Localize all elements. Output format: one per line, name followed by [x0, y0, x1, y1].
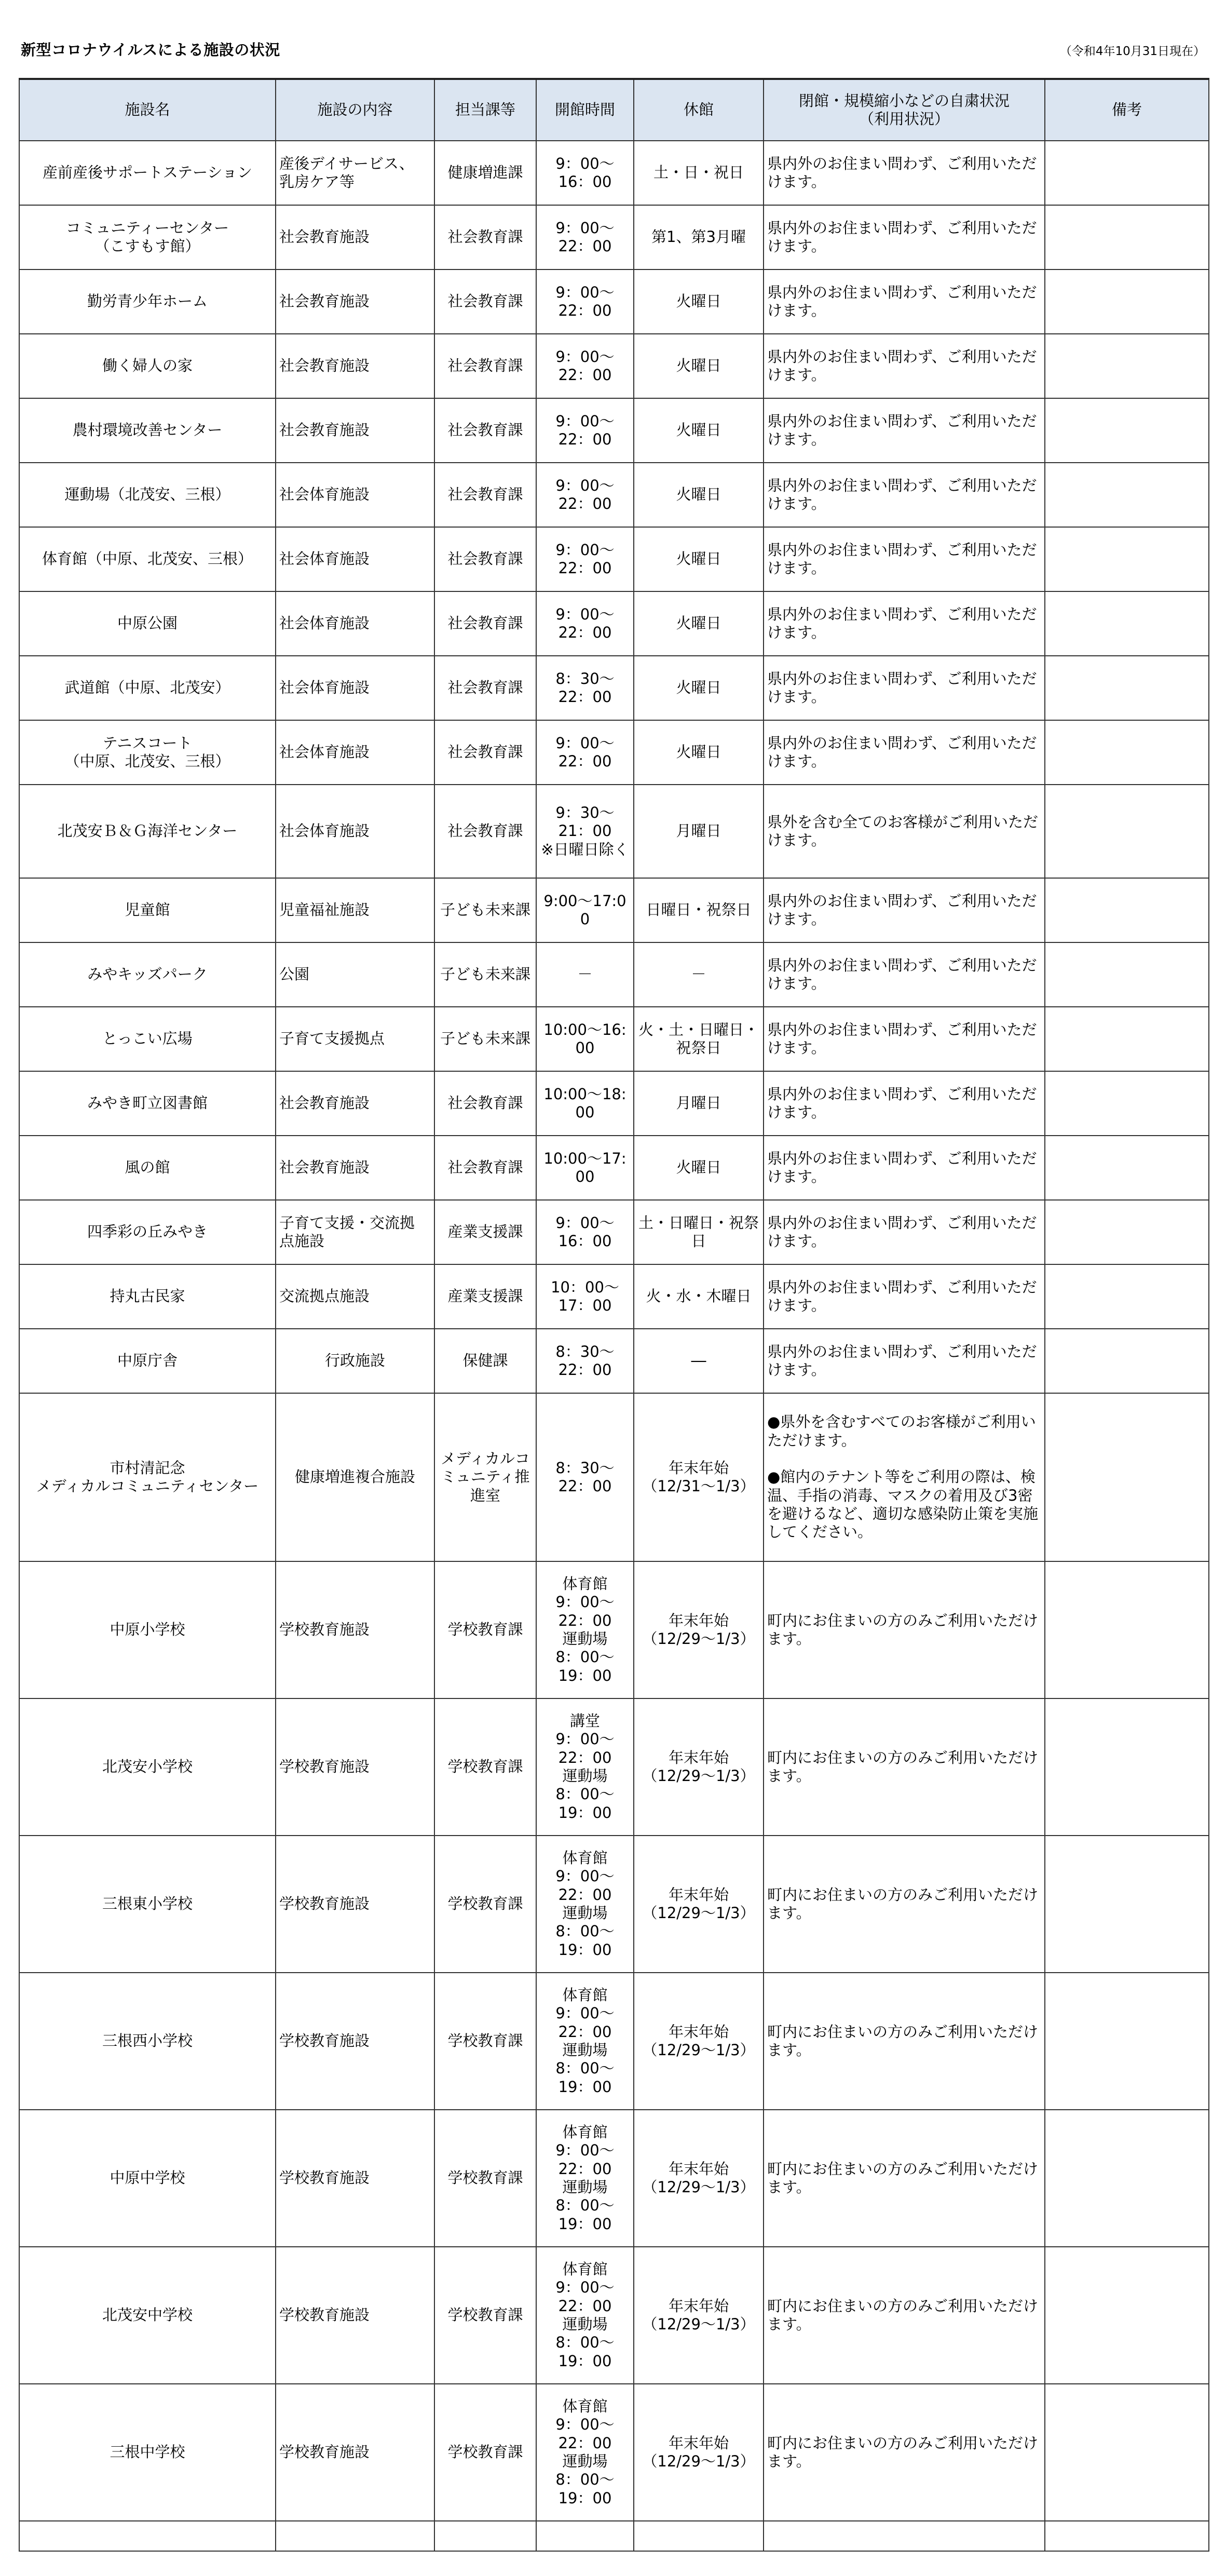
closed-days-cell: 月曜日	[634, 1071, 764, 1136]
department-cell: 社会教育課	[434, 656, 536, 720]
closed-days-cell: 火曜日	[634, 527, 764, 591]
empty-cell	[764, 2521, 1045, 2551]
facility-name-cell: 中原庁舎	[19, 1329, 276, 1393]
status-cell: 県内外のお住まい問わず、ご利用いただけます。	[764, 591, 1045, 656]
note-cell	[1045, 1698, 1209, 1836]
note-cell	[1045, 141, 1209, 205]
note-cell	[1045, 942, 1209, 1007]
note-cell	[1045, 1071, 1209, 1136]
opening-hours-cell: 9：00～ 22：00	[536, 720, 634, 785]
facility-name-cell: 北茂安中学校	[19, 2247, 276, 2384]
opening-hours-cell: 9：00～ 22：00	[536, 269, 634, 334]
column-header-facility-name: 施設名	[19, 79, 276, 141]
opening-hours-cell: 9：00～ 22：00	[536, 398, 634, 463]
note-cell	[1045, 2384, 1209, 2521]
closed-days-cell: 火曜日	[634, 334, 764, 398]
table-header-row	[19, 79, 1209, 141]
table-row	[19, 334, 1209, 398]
status-cell: 県内外のお住まい問わず、ご利用いただけます。	[764, 1007, 1045, 1071]
note-cell	[1045, 334, 1209, 398]
status-cell: 県内外のお住まい問わず、ご利用いただけます。	[764, 527, 1045, 591]
closed-days-cell: 月曜日	[634, 785, 764, 878]
facility-name-cell: 体育館（中原、北茂安、三根）	[19, 527, 276, 591]
table-row	[19, 1698, 1209, 1836]
department-cell: 産業支援課	[434, 1200, 536, 1264]
table-row	[19, 591, 1209, 656]
department-cell: 学校教育課	[434, 1561, 536, 1698]
note-cell	[1045, 2247, 1209, 2384]
closed-days-cell: 年末年始 （12/29～1/3）	[634, 1698, 764, 1836]
empty-table-row	[19, 2521, 1209, 2551]
facility-status-table	[19, 78, 1209, 2552]
closed-days-cell: 年末年始 （12/29～1/3）	[634, 2384, 764, 2521]
note-cell	[1045, 205, 1209, 269]
facility-content-cell: 学校教育施設	[276, 2384, 434, 2521]
opening-hours-cell: 9：00～ 16：00	[536, 141, 634, 205]
closed-days-cell: 土・日曜日・祝祭 日	[634, 1200, 764, 1264]
department-cell: 学校教育課	[434, 2247, 536, 2384]
opening-hours-cell: 8：30～ 22：00	[536, 656, 634, 720]
table-body	[19, 141, 1209, 2551]
opening-hours-cell: 体育館 9：00～ 22：00 運動場 8：00～ 19：00	[536, 1561, 634, 1698]
status-cell: 県内外のお住まい問わず、ご利用いただけます。	[764, 334, 1045, 398]
closed-days-cell: 火曜日	[634, 720, 764, 785]
note-cell	[1045, 398, 1209, 463]
department-cell: 保健課	[434, 1329, 536, 1393]
status-cell: 県外を含む全てのお客様がご利用いただけます。	[764, 785, 1045, 878]
opening-hours-cell: 体育館 9：00～ 22：00 運動場 8：00～ 19：00	[536, 1836, 634, 1973]
opening-hours-cell: 10:00～18:00	[536, 1071, 634, 1136]
status-cell: 町内にお住まいの方のみご利用いただけます。	[764, 1561, 1045, 1698]
status-cell: 県内外のお住まい問わず、ご利用いただけます。	[764, 269, 1045, 334]
closed-days-cell: 年末年始 （12/29～1/3）	[634, 1836, 764, 1973]
table-row	[19, 2247, 1209, 2384]
table-row	[19, 463, 1209, 527]
status-cell: 県内外のお住まい問わず、ご利用いただけます。	[764, 878, 1045, 942]
department-cell: 学校教育課	[434, 1836, 536, 1973]
note-cell	[1045, 527, 1209, 591]
opening-hours-cell: 10：00～ 17：00	[536, 1264, 634, 1329]
status-cell: 県内外のお住まい問わず、ご利用いただけます。	[764, 1071, 1045, 1136]
note-cell	[1045, 1973, 1209, 2110]
facility-content-cell: 行政施設	[276, 1329, 434, 1393]
note-cell	[1045, 1200, 1209, 1264]
closed-days-cell: 日曜日・祝祭日	[634, 878, 764, 942]
facility-content-cell: 学校教育施設	[276, 1698, 434, 1836]
department-cell: メディカルコ ミュニティ推 進室	[434, 1393, 536, 1561]
department-cell: 学校教育課	[434, 1973, 536, 2110]
facility-content-cell: 健康増進複合施設	[276, 1393, 434, 1561]
opening-hours-cell: 9：00～ 22：00	[536, 334, 634, 398]
facility-content-cell: 学校教育施設	[276, 2247, 434, 2384]
column-header-facility-content: 施設の内容	[276, 79, 434, 141]
table-row	[19, 1200, 1209, 1264]
note-cell	[1045, 878, 1209, 942]
closed-days-cell: 年末年始 （12/29～1/3）	[634, 2247, 764, 2384]
status-cell: 町内にお住まいの方のみご利用いただけます。	[764, 1698, 1045, 1836]
table-row	[19, 1007, 1209, 1071]
opening-hours-cell: 9：00～ 22：00	[536, 463, 634, 527]
opening-hours-cell: 講堂 9：00～ 22：00 運動場 8：00～ 19：00	[536, 1698, 634, 1836]
facility-content-cell: 社会教育施設	[276, 334, 434, 398]
facility-name-cell: 中原公園	[19, 591, 276, 656]
status-cell: 県内外のお住まい問わず、ご利用いただけます。	[764, 398, 1045, 463]
closed-days-cell: ―	[634, 1329, 764, 1393]
facility-name-cell: 持丸古民家	[19, 1264, 276, 1329]
department-cell: 社会教育課	[434, 398, 536, 463]
facility-content-cell: 産後デイサービス、 乳房ケア等	[276, 141, 434, 205]
department-cell: 子ども未来課	[434, 878, 536, 942]
department-cell: 社会教育課	[434, 1136, 536, 1200]
note-cell	[1045, 1264, 1209, 1329]
table-row	[19, 878, 1209, 942]
department-cell: 社会教育課	[434, 527, 536, 591]
opening-hours-cell: －	[536, 942, 634, 1007]
department-cell: 健康増進課	[434, 141, 536, 205]
note-cell	[1045, 1329, 1209, 1393]
table-row	[19, 269, 1209, 334]
facility-name-cell: 風の館	[19, 1136, 276, 1200]
empty-cell	[434, 2521, 536, 2551]
facility-name-cell: コミュニティーセンター （こすもす館）	[19, 205, 276, 269]
table-row	[19, 398, 1209, 463]
note-cell	[1045, 269, 1209, 334]
department-cell: 社会教育課	[434, 269, 536, 334]
table-row	[19, 942, 1209, 1007]
note-cell	[1045, 591, 1209, 656]
opening-hours-cell: 8：30～ 22：00	[536, 1393, 634, 1561]
opening-hours-cell: 体育館 9：00～ 22：00 運動場 8：00～ 19：00	[536, 2110, 634, 2247]
status-cell: 町内にお住まいの方のみご利用いただけます。	[764, 2384, 1045, 2521]
table-row	[19, 1264, 1209, 1329]
closed-days-cell: 火曜日	[634, 591, 764, 656]
column-header-status: 閉館・規模縮小などの自粛状況 （利用状況）	[764, 79, 1045, 141]
closed-days-cell: 火曜日	[634, 463, 764, 527]
department-cell: 子ども未来課	[434, 942, 536, 1007]
status-cell: 町内にお住まいの方のみご利用いただけます。	[764, 2110, 1045, 2247]
closed-days-cell: －	[634, 942, 764, 1007]
facility-content-cell: 交流拠点施設	[276, 1264, 434, 1329]
facility-name-cell: とっこい広場	[19, 1007, 276, 1071]
empty-cell	[276, 2521, 434, 2551]
table-row	[19, 141, 1209, 205]
facility-name-cell: 農村環境改善センター	[19, 398, 276, 463]
facility-name-cell: 北茂安Ｂ＆Ｇ海洋センター	[19, 785, 276, 878]
opening-hours-cell: 体育館 9：00～ 22：00 運動場 8：00～ 19：00	[536, 2384, 634, 2521]
facility-content-cell: 社会体育施設	[276, 527, 434, 591]
table-row	[19, 2110, 1209, 2247]
department-cell: 社会教育課	[434, 334, 536, 398]
note-cell	[1045, 1393, 1209, 1561]
note-cell	[1045, 720, 1209, 785]
table-row	[19, 527, 1209, 591]
facility-name-cell: みやキッズパーク	[19, 942, 276, 1007]
facility-name-cell: 三根東小学校	[19, 1836, 276, 1973]
page-title: 新型コロナウイルスによる施設の状況	[21, 41, 280, 59]
table-row	[19, 1836, 1209, 1973]
as-of-date: （令和4年10月31日現在）	[1059, 45, 1205, 58]
facility-content-cell: 学校教育施設	[276, 2110, 434, 2247]
closed-days-cell: 火曜日	[634, 656, 764, 720]
facility-content-cell: 社会教育施設	[276, 398, 434, 463]
department-cell: 子ども未来課	[434, 1007, 536, 1071]
status-cell: 県内外のお住まい問わず、ご利用いただけます。	[764, 463, 1045, 527]
status-cell: 県内外のお住まい問わず、ご利用いただけます。	[764, 720, 1045, 785]
opening-hours-cell: 9:00～17:00	[536, 878, 634, 942]
note-cell	[1045, 656, 1209, 720]
status-cell: 県内外のお住まい問わず、ご利用いただけます。	[764, 1329, 1045, 1393]
status-cell: 町内にお住まいの方のみご利用いただけます。	[764, 1836, 1045, 1973]
opening-hours-cell: 10:00～16:00	[536, 1007, 634, 1071]
facility-name-cell: 児童館	[19, 878, 276, 942]
opening-hours-cell: 体育館 9：00～ 22：00 運動場 8：00～ 19：00	[536, 2247, 634, 2384]
closed-days-cell: 年末年始 （12/29～1/3）	[634, 1973, 764, 2110]
table-row	[19, 1071, 1209, 1136]
column-header-notes: 備考	[1045, 79, 1209, 141]
note-cell	[1045, 1136, 1209, 1200]
facility-content-cell: 児童福祉施設	[276, 878, 434, 942]
department-cell: 社会教育課	[434, 1071, 536, 1136]
facility-content-cell: 社会教育施設	[276, 205, 434, 269]
column-header-department: 担当課等	[434, 79, 536, 141]
facility-name-cell: 働く婦人の家	[19, 334, 276, 398]
closed-days-cell: 第1、第3月曜	[634, 205, 764, 269]
facility-name-cell: 市村清記念 メディカルコミュニティセンター	[19, 1393, 276, 1561]
department-cell: 社会教育課	[434, 785, 536, 878]
facility-name-cell: 三根中学校	[19, 2384, 276, 2521]
facility-name-cell: 四季彩の丘みやき	[19, 1200, 276, 1264]
table-row	[19, 1136, 1209, 1200]
facility-name-cell: 中原中学校	[19, 2110, 276, 2247]
column-header-closed-days: 休館	[634, 79, 764, 141]
opening-hours-cell: 9：00～ 22：00	[536, 591, 634, 656]
facility-content-cell: 学校教育施設	[276, 1836, 434, 1973]
status-cell: 県内外のお住まい問わず、ご利用いただけます。	[764, 1264, 1045, 1329]
closed-days-cell: 年末年始 （12/29～1/3）	[634, 1561, 764, 1698]
facility-name-cell: テニスコート （中原、北茂安、三根）	[19, 720, 276, 785]
note-cell	[1045, 1561, 1209, 1698]
department-cell: 社会教育課	[434, 720, 536, 785]
closed-days-cell: 火・水・木曜日	[634, 1264, 764, 1329]
note-cell	[1045, 785, 1209, 878]
facility-name-cell: 運動場（北茂安、三根）	[19, 463, 276, 527]
empty-cell	[19, 2521, 276, 2551]
table-row	[19, 1561, 1209, 1698]
facility-name-cell: 武道館（中原、北茂安）	[19, 656, 276, 720]
facility-name-cell: 北茂安小学校	[19, 1698, 276, 1836]
table-row	[19, 720, 1209, 785]
department-cell: 学校教育課	[434, 2384, 536, 2521]
closed-days-cell: 火曜日	[634, 269, 764, 334]
facility-content-cell: 社会体育施設	[276, 785, 434, 878]
department-cell: 社会教育課	[434, 463, 536, 527]
closed-days-cell: 火曜日	[634, 398, 764, 463]
facility-content-cell: 公園	[276, 942, 434, 1007]
opening-hours-cell: 9：00～ 22：00	[536, 527, 634, 591]
facility-content-cell: 社会体育施設	[276, 656, 434, 720]
status-cell: 町内にお住まいの方のみご利用いただけます。	[764, 2247, 1045, 2384]
closed-days-cell: 年末年始 （12/31～1/3）	[634, 1393, 764, 1561]
note-cell	[1045, 2110, 1209, 2247]
opening-hours-cell: 9：00～ 22：00	[536, 205, 634, 269]
status-cell: 県内外のお住まい問わず、ご利用いただけます。	[764, 1136, 1045, 1200]
facility-name-cell: みやき町立図書館	[19, 1071, 276, 1136]
department-cell: 学校教育課	[434, 1698, 536, 1836]
opening-hours-cell: 体育館 9：00～ 22：00 運動場 8：00～ 19：00	[536, 1973, 634, 2110]
opening-hours-cell: 10:00～17:00	[536, 1136, 634, 1200]
opening-hours-cell: 9：00～ 16：00	[536, 1200, 634, 1264]
status-cell: 県内外のお住まい問わず、ご利用いただけます。	[764, 942, 1045, 1007]
facility-content-cell: 社会体育施設	[276, 463, 434, 527]
facility-name-cell: 勤労青少年ホーム	[19, 269, 276, 334]
closed-days-cell: 年末年始 （12/29～1/3）	[634, 2110, 764, 2247]
status-cell: 県内外のお住まい問わず、ご利用いただけます。	[764, 205, 1045, 269]
facility-name-cell: 産前産後サポートステーション	[19, 141, 276, 205]
empty-cell	[536, 2521, 634, 2551]
facility-content-cell: 子育て支援・交流拠 点施設	[276, 1200, 434, 1264]
facility-content-cell: 社会体育施設	[276, 591, 434, 656]
department-cell: 産業支援課	[434, 1264, 536, 1329]
status-cell: 町内にお住まいの方のみご利用いただけます。	[764, 1973, 1045, 2110]
facility-content-cell: 社会教育施設	[276, 1071, 434, 1136]
opening-hours-cell: 8：30～ 22：00	[536, 1329, 634, 1393]
table-row	[19, 2384, 1209, 2521]
table-row	[19, 1329, 1209, 1393]
table-row	[19, 205, 1209, 269]
empty-cell	[634, 2521, 764, 2551]
facility-content-cell: 学校教育施設	[276, 1973, 434, 2110]
status-cell: 県内外のお住まい問わず、ご利用いただけます。	[764, 141, 1045, 205]
closed-days-cell: 火曜日	[634, 1136, 764, 1200]
department-cell: 社会教育課	[434, 205, 536, 269]
facility-content-cell: 社会体育施設	[276, 720, 434, 785]
note-cell	[1045, 1007, 1209, 1071]
facility-name-cell: 中原小学校	[19, 1561, 276, 1698]
closed-days-cell: 土・日・祝日	[634, 141, 764, 205]
status-cell: 県内外のお住まい問わず、ご利用いただけます。	[764, 656, 1045, 720]
table-row	[19, 1393, 1209, 1561]
note-cell	[1045, 1836, 1209, 1973]
facility-content-cell: 学校教育施設	[276, 1561, 434, 1698]
note-cell	[1045, 463, 1209, 527]
facility-content-cell: 社会教育施設	[276, 269, 434, 334]
empty-cell	[1045, 2521, 1209, 2551]
status-cell: 県内外のお住まい問わず、ご利用いただけます。	[764, 1200, 1045, 1264]
department-cell: 学校教育課	[434, 2110, 536, 2247]
facility-content-cell: 社会教育施設	[276, 1136, 434, 1200]
opening-hours-cell: 9：30～ 21：00 ※日曜日除く	[536, 785, 634, 878]
table-row	[19, 1973, 1209, 2110]
facility-name-cell: 三根西小学校	[19, 1973, 276, 2110]
column-header-opening-hours: 開館時間	[536, 79, 634, 141]
table-row	[19, 785, 1209, 878]
status-cell: ●県外を含むすべてのお客様がご利用いただけます。 ●館内のテナント等をご利用の際は、検温、手指の消毒、マスクの着用及び3密を避けるなど、適切な感染防止策を実施してください。	[764, 1393, 1045, 1561]
department-cell: 社会教育課	[434, 591, 536, 656]
table-row	[19, 656, 1209, 720]
closed-days-cell: 火・土・日曜日・ 祝祭日	[634, 1007, 764, 1071]
facility-content-cell: 子育て支援拠点	[276, 1007, 434, 1071]
